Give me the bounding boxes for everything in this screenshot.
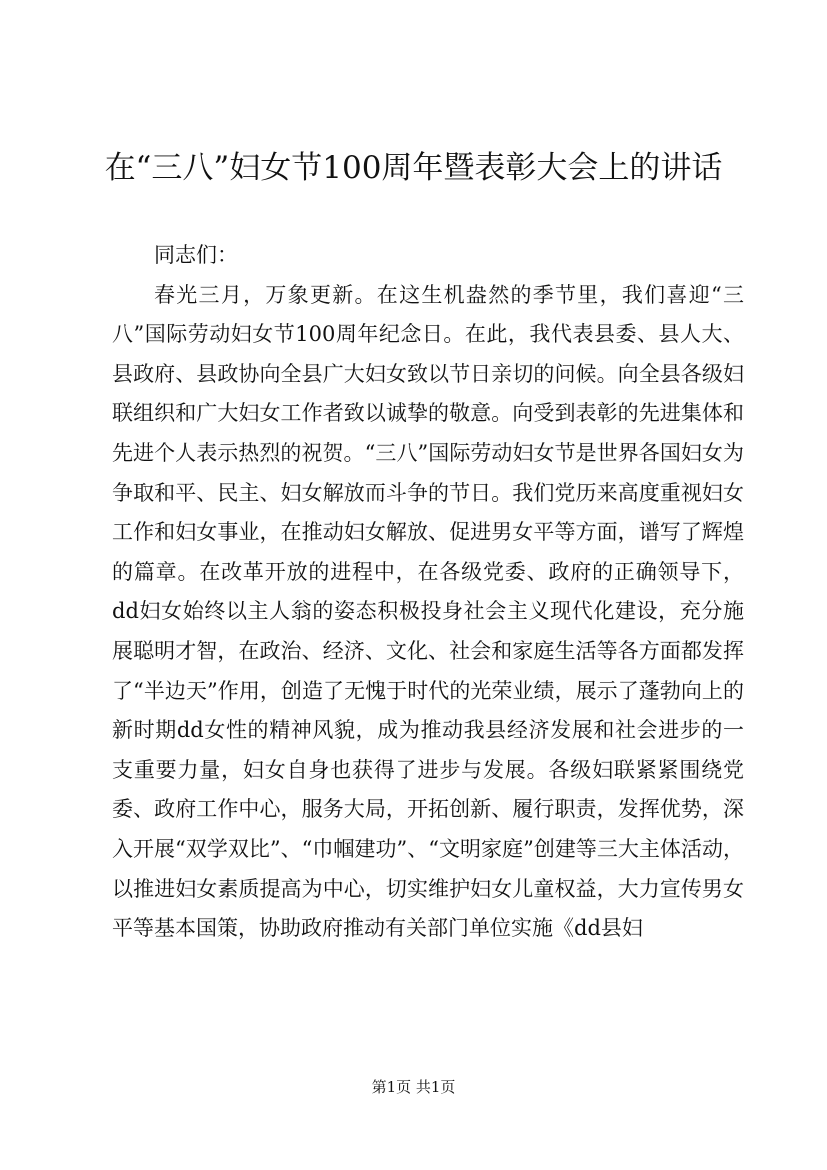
document-body xyxy=(112,236,744,949)
salutation: 同志们： xyxy=(154,243,238,267)
document-title: 在“三八”妇女节100周年暨表彰大会上的讲话 xyxy=(104,150,723,186)
page-footer: 第1页 共1页 xyxy=(371,1078,456,1096)
body-paragraph: 春光三月，万象更新。在这生机盎然的季节里，我们喜迎“三八”国际劳动妇女节100周年纪念日。在此，我代表县委、县人大、县政府、县政协向全县广大妇女致以节日亲切的问候。向全县各级妇联组织和广大妇女工作者致以诚挚的敬意。向受到表彰的先进集体和先进个人表示热烈的祝贺。“三八”国际劳动妇女节是世界各国妇女为争取和平、民主、妇女解放而斗争的节日。我们党历来高度重视妇女工作和妇女事业，在推动妇女解放、促进男女平等方面，谱写了辉煌的篇章。在改革开放的进程中，在各级党委、政府的正确领导下，dd妇女始终以主人翁的姿态积极投身社会主义现代化建设，充分施展聪明才智，在政治、经济、文化、社会和家庭生活等各方面都发挥了“半边天”作用，创造了无愧于时代的光荣业绩，展示了蓬勃向上的新时期dd女性的精神风貌，成为推动我县经济发展和社会进步的一支重要力量，妇女自身也获得了进步与发展。各级妇联紧紧围绕党委、政府工作中心，服务大局，开拓创新、履行职责，发挥优势，深入开展“双学双比”、“巾帼建功”、“文明家庭”创建等三大主体活动，以推进妇女素质提高为中心，切实维护妇女儿童权益，大力宣传男女平等基本国策，协助政府推动有关部门单位实施《dd县妇 xyxy=(112,282,744,941)
